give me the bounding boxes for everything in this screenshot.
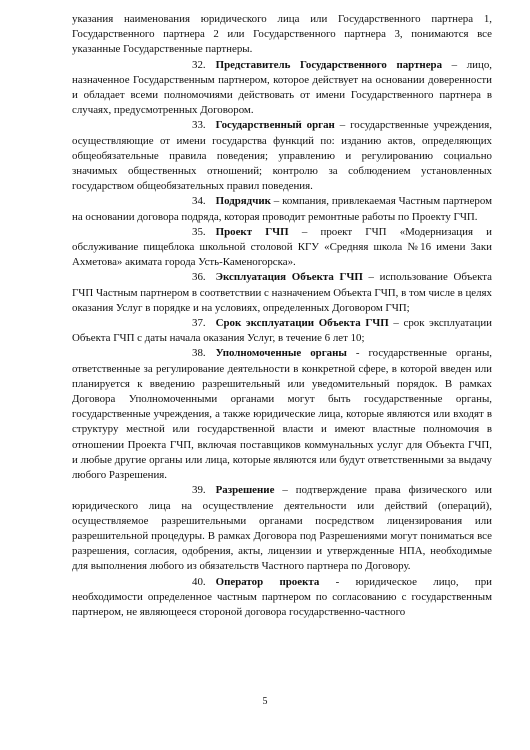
definition-item <box>72 270 492 316</box>
definition-term: Уполномоченные органы <box>215 347 347 360</box>
lead-paragraph: указания наименования юридического лица или Государственного партнера 1, Государственного партнера 2 или Государственного партнера 3, понимаются все указанные Государственные партнеры. <box>72 13 492 56</box>
definition-text: – использование Объекта ГЧП Частным партнером в соответствии с назначением Объекта ГЧП, в том числе в целях оказания Услуг в порядке и на условиях, определенных Договором ГЧП; <box>72 271 492 314</box>
definition-item <box>72 346 492 483</box>
definition-text: – подтверждение права физического или юридического лица на осуществление деятельности или действий (операций), осуществляемое разрешительными органами посредством лицензирования или разрешительной процедуры. В рамках Договора под Разрешениями могут пониматься все разрешения, согласия, одобрения, акты, лицензии и утвержденные НПА, необходимые для выполнения любого из обязательств Частного партнера по Договору. <box>72 484 492 573</box>
item-number: 36. <box>192 271 206 284</box>
definition-text: – государственные учреждения, осуществляющие от имени государства функций по: изданию актов, определяющих общеобязательные правила поведения; управлению и регулированию социально значимых общественных отношений; контролю за соблюдением установленных государством общеобязательных правил поведения. <box>72 119 492 193</box>
definition-term: Государственный орган <box>215 119 335 132</box>
item-number: 32. <box>192 58 206 71</box>
definition-item <box>72 575 492 621</box>
definition-item <box>72 225 492 271</box>
definition-text: – срок эксплуатации Объекта ГЧП с даты начала оказания Услуг, в течение 6 лет 10; <box>72 317 492 345</box>
item-number: 39. <box>192 484 206 497</box>
definition-text: – проект ГЧП «Модернизация и обслуживание пищеблока школьной столовой КГУ «Средняя школа №16 имени Заки Ахметова» акимата города Усть-Каменогорска». <box>72 225 492 269</box>
item-number: 33. <box>192 119 206 132</box>
definition-item <box>72 483 492 574</box>
definition-term: Разрешение <box>215 484 275 497</box>
definition-term: Оператор проекта <box>215 575 320 588</box>
item-number: 34. <box>192 195 206 208</box>
definition-item <box>72 58 492 119</box>
definition-item <box>72 194 492 224</box>
definition-term: Подрядчик <box>215 195 271 208</box>
page-body <box>72 12 492 620</box>
definition-term: Эксплуатация Объекта ГЧП <box>215 271 363 284</box>
definition-term: Проект ГЧП <box>215 225 289 238</box>
definition-item <box>72 118 492 194</box>
definition-text: - государственные органы, ответственные за регулирование деятельности в конкретной сфере, в которой введен или планируется к введению разрешительный или уведомительный порядок. В рамках Договора Уполномоченными органами могут быть государственные органы, государственные учреждения, а также юридические лица, которые являются или входят в структуру местной или государственной власти и имеют властные полномочия в отношении Проекта ГЧП, включая поставщиков коммунальных услуг для Объекта ГЧП, и любые другие органы или лица, которые являются или будут ответственными за выдачу любого Разрешения. <box>72 347 492 482</box>
definition-text: - юридическое лицо, при необходимости определенное частным партнером по согласованию с государственным партнером, не являющееся стороной договора государственно-частного <box>72 575 492 618</box>
definition-item <box>72 316 492 346</box>
definition-term: Срок эксплуатации Объекта ГЧП <box>215 317 389 330</box>
item-number: 40. <box>192 575 206 588</box>
page-number: 5 <box>262 696 268 707</box>
item-number: 37. <box>192 317 206 330</box>
definition-text: – компания, привлекаемая Частным партнером на основании договора подряда, которая проводит ремонтные работы по Проекту ГЧП. <box>72 195 492 223</box>
item-number: 38. <box>192 347 206 360</box>
definition-term: Представитель Государственного партнера <box>215 58 443 71</box>
definition-text: – лицо, назначенное Государственным партнером, которое действует на основании доверенности и обладает всеми полномочиями действовать от имени Государственного партнера в случаях, предусмотренных Договором. <box>72 58 492 117</box>
item-number: 35. <box>192 225 206 238</box>
